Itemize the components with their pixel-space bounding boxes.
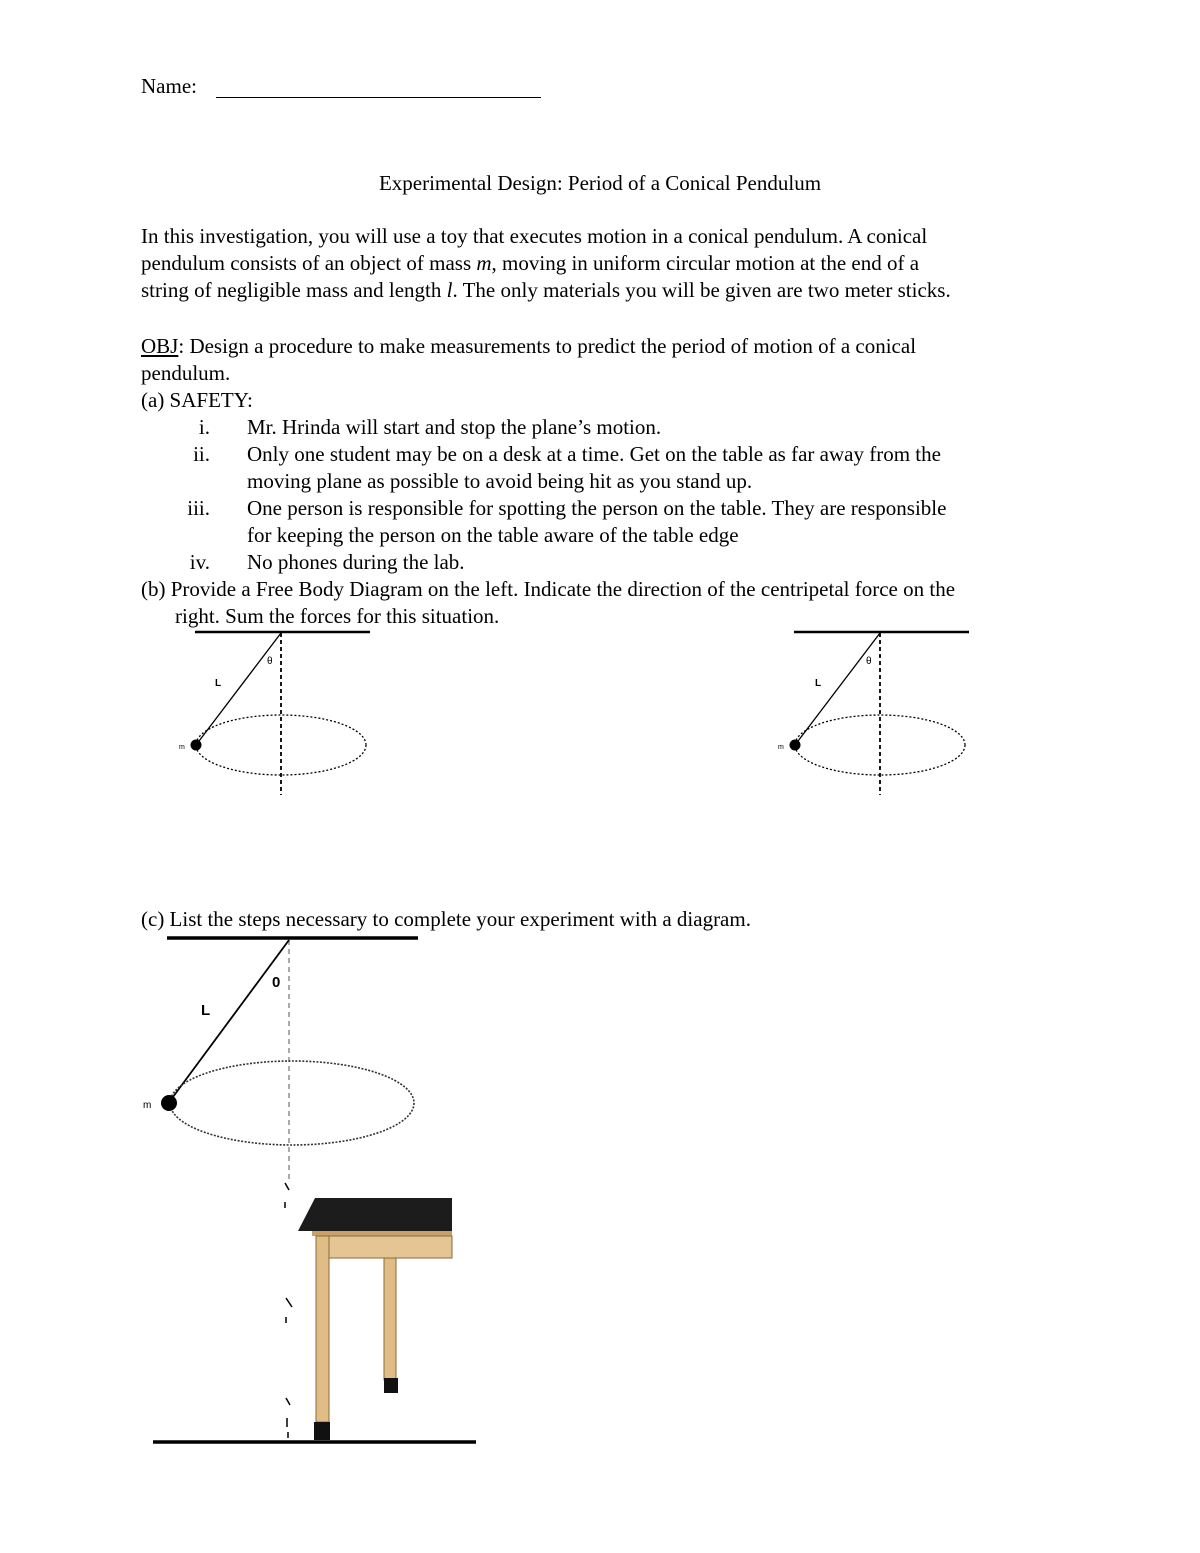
safety-item-text: One person is responsible for spotting the person on the table. They are responsible [247,496,947,520]
part-b-line-2: right. Sum the forces for this situation. [175,604,500,628]
pendulum-diagram-centripetal [778,632,969,795]
part-b-line-1: (b) Provide a Free Body Diagram on the left. Indicate the direction of the centripetal force on the [141,577,956,601]
length-label: L [815,678,822,689]
pendulum-string [170,940,289,1101]
pendulum-diagram-experiment [143,938,476,1442]
mass-label: m [179,744,185,751]
safety-item-text: No phones during the lab. [247,550,465,574]
safety-heading: (a) SAFETY: [141,388,253,412]
pendulum-string [196,633,281,745]
table-apron [318,1236,452,1258]
safety-item-number: iv. [189,550,210,574]
intro-line-2: pendulum consists of an object of mass m, moving in uniform circular motion at the end of a [141,251,920,275]
circular-path [170,1061,414,1145]
table-leg-back [384,1258,396,1380]
intro-line-3: string of negligible mass and length l. The only materials you will be given are two meter sticks. [141,278,951,302]
objective-line-1: OBJ: Design a procedure to make measurements to predict the period of motion of a conical [141,334,917,358]
table-foot-back [384,1378,398,1393]
mass-label: m [143,1100,152,1111]
angle-label: 0 [272,974,281,991]
objective-line-2: pendulum. [141,361,231,385]
safety-item-text: moving plane as possible to avoid being hit as you stand up. [247,469,753,493]
length-variable: l [446,278,453,302]
mass-label: m [778,744,784,751]
length-label: L [201,1002,211,1019]
pendulum-bob [161,1095,177,1111]
table-apron-top [312,1231,452,1236]
safety-item-text: Mr. Hrinda will start and stop the plane’s motion. [247,415,662,439]
angle-label: θ [866,656,872,667]
pendulum-bob [191,740,202,751]
angle-label: θ [267,656,273,667]
part-c-line-1: (c) List the steps necessary to complete your experiment with a diagram. [141,907,751,931]
mass-variable: m [476,251,492,275]
lab-table [298,1198,452,1440]
table-top [298,1198,452,1231]
table-foot-front [314,1422,330,1440]
safety-item-text: Only one student may be on a desk at a time. Get on the table as far away from the [247,442,941,466]
safety-item-number: iii. [187,496,210,520]
pendulum-diagram-fbd [179,632,370,795]
safety-item-number: ii. [193,442,210,466]
pendulum-bob [790,740,801,751]
objective-label: OBJ [141,334,179,358]
page-title: Experimental Design: Period of a Conical Pendulum [378,171,822,195]
safety-item-number: i. [198,415,210,439]
intro-line-1: In this investigation, you will use a toy that executes motion in a conical pendulum. A conical [141,224,928,248]
name-label: Name: [141,74,197,98]
safety-item-text: for keeping the person on the table aware of the table edge [247,523,739,547]
length-label: L [215,678,222,689]
pendulum-string [795,633,880,745]
table-leg-front [316,1236,329,1422]
height-marker-dashes [285,1183,292,1438]
